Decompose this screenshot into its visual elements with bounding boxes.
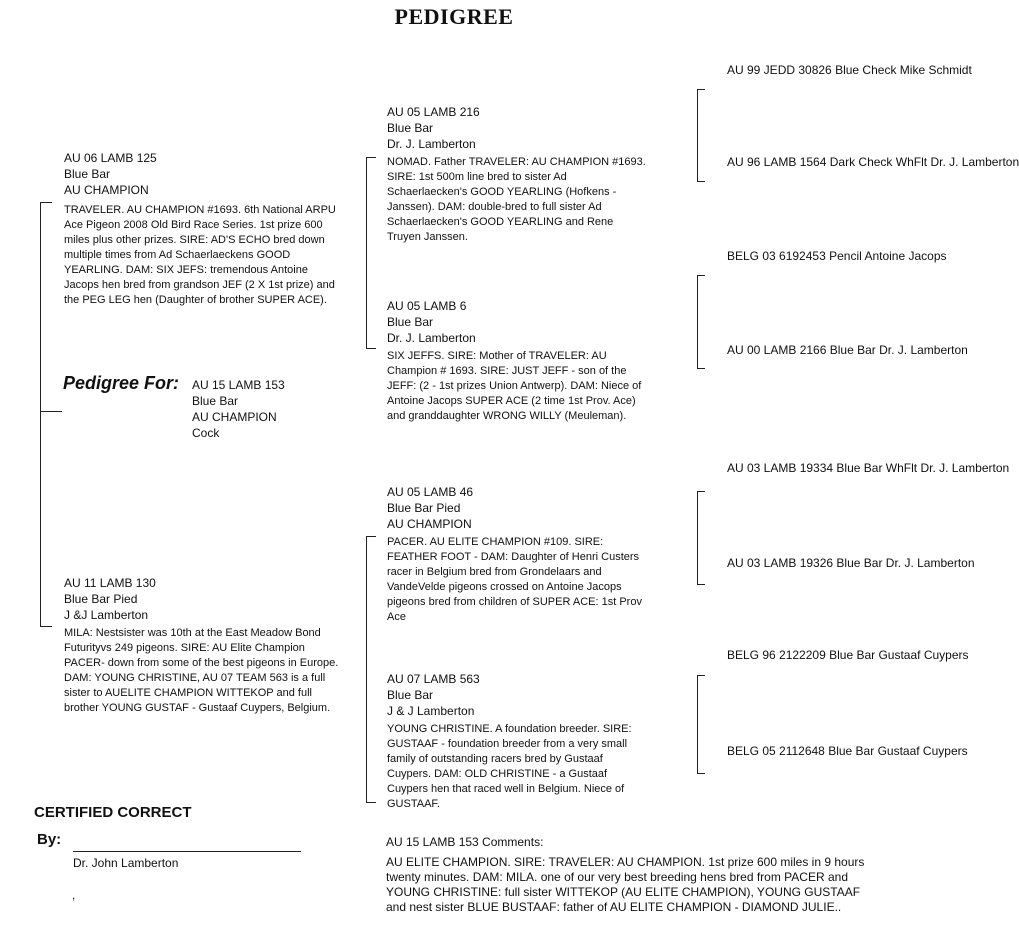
grandparent-band: AU 07 LAMB 563 (387, 672, 480, 686)
bracket-line (697, 773, 705, 774)
grandparent-description: SIX JEFFS. SIRE: Mother of TRAVELER: AU Champion # 1693. SIRE: JUST JEFF - son of the JEFF: (2 - 1st prizes Union Antwerp). DAM: Niece of Antoine Jacops SUPER ACE (2 time 1st Prov. Ace) and granddaughter WRONG WILLY (Meuleman). (387, 350, 642, 422)
subject-color: Blue Bar (192, 394, 239, 408)
bracket-line (697, 275, 705, 276)
great-grandparent-entry (727, 646, 969, 665)
great-grandparent-entry (727, 459, 1009, 478)
great-grandparent-color: Blue Bar (836, 556, 883, 570)
great-grandparent-band: AU 96 LAMB 1564 (727, 155, 827, 169)
grandparent-band: AU 05 LAMB 46 (387, 485, 474, 499)
comments-label: AU 15 LAMB 153 Comments: (386, 835, 544, 849)
bracket-line (697, 275, 698, 368)
bracket-line (697, 584, 705, 585)
grandparent-color: Blue Bar (387, 315, 434, 329)
great-grandparent-color: Pencil (829, 249, 862, 263)
grandparent-entry (387, 298, 476, 346)
great-grandparent-band: BELG 05 2112648 (727, 744, 825, 758)
great-grandparent-breeder: Mike Schmidt (899, 63, 972, 77)
bracket-line (40, 202, 41, 626)
great-grandparent-entry (727, 554, 975, 573)
sire-title: AU CHAMPION (64, 183, 149, 197)
great-grandparent-band: BELG 03 6192453 (727, 249, 826, 263)
signer-name: Dr. John Lamberton (73, 856, 179, 870)
dam-color: Blue Bar Pied (64, 592, 138, 606)
great-grandparent-entry (727, 247, 947, 266)
great-grandparent-breeder: Dr. J. Lamberton (920, 461, 1010, 475)
sire-entry (64, 150, 157, 198)
grandparent-band: AU 05 LAMB 216 (387, 105, 480, 119)
bracket-line (366, 536, 367, 802)
bracket-line (697, 89, 705, 90)
bracket-line (697, 181, 705, 182)
grandparent-entry (387, 671, 480, 719)
bracket-line (40, 626, 52, 627)
subject-entry (192, 377, 285, 441)
subject-title: AU CHAMPION (192, 410, 277, 424)
bracket-line (366, 348, 376, 349)
sire-band: AU 06 LAMB 125 (64, 151, 157, 165)
grandparent-color: Blue Bar Pied (387, 501, 461, 515)
signature-line (73, 851, 301, 852)
great-grandparent-entry (727, 341, 968, 360)
grandparent-entry (387, 104, 480, 152)
great-grandparent-breeder: Gustaaf Cuypers (878, 648, 969, 662)
great-grandparent-breeder: Dr. J. Lamberton (885, 556, 975, 570)
great-grandparent-color: Blue Check (835, 63, 897, 77)
grandparent-description: YOUNG CHRISTINE. A foundation breeder. SIRE: GUSTAAF - foundation breeder from a very small family of outstanding racers bred by Gustaaf Cuypers. DAM: OLD CHRISTINE - a Gustaaf Cuypers hen that raced well in Belgium. Niece of GUSTAAF. (387, 723, 632, 810)
great-grandparent-band: BELG 96 2122209 (727, 648, 826, 662)
bracket-line (40, 411, 62, 412)
great-grandparent-band: AU 03 LAMB 19334 (727, 461, 834, 475)
dam-breeder: J &J Lamberton (64, 608, 149, 622)
bracket-line (366, 536, 376, 537)
great-grandparent-color: Blue Bar (828, 744, 875, 758)
great-grandparent-color: Blue Bar (829, 343, 876, 357)
grandparent-band: AU 05 LAMB 6 (387, 299, 467, 313)
grandparent-breeder: AU CHAMPION (387, 517, 472, 531)
sire-description: TRAVELER. AU CHAMPION #1693. 6th National ARPU Ace Pigeon 2008 Old Bird Race Series. 1st prize 600 miles plus other prizes. SIRE: AD'S ECHO bred down multiple times from Ad Schaerlaeckens GOOD YEARLING. DAM: SIX JEFS: tremendous Antoine Jacops hen bred from grandson JEF (2 X 1st prize) and the PEG LEG hen (Daughter of brother SUPER ACE). (64, 204, 336, 306)
bracket-line (366, 157, 376, 158)
subject-band: AU 15 LAMB 153 (192, 378, 285, 392)
great-grandparent-breeder: Dr. J. Lamberton (930, 155, 1019, 169)
comments-text: AU ELITE CHAMPION. SIRE: TRAVELER: AU CHAMPION. 1st prize 600 miles in 9 hours twenty minutes. DAM: MILA. one of our very best breeding hens bred from PACER and YOUNG CHRISTINE: full sister WITTEKOP (AU ELITE CHAMPION), YOUNG GUSTAAF and nest sister BLUE BUSTAAF: father of AU ELITE CHAMPION - DIAMOND JULIE.. (386, 855, 865, 914)
by-label: By: (37, 831, 62, 848)
great-grandparent-color: Blue Bar WhFlt (836, 461, 918, 475)
sire-color: Blue Bar (64, 167, 111, 181)
great-grandparent-entry (727, 61, 972, 80)
great-grandparent-entry (727, 153, 1019, 172)
great-grandparent-color: Dark Check WhFlt (829, 155, 928, 169)
great-grandparent-breeder: Dr. J. Lamberton (879, 343, 968, 357)
grandparent-description: NOMAD. Father TRAVELER: AU CHAMPION #1693. SIRE: 1st 500m line bred to sister Ad Schaerlaecken's GOOD YEARLING (Hofkens - Janssen). DAM: double-bred to full sister Ad Schaerlaecken's GOOD YEARLING and Rene Truyen Janssen. (387, 156, 646, 243)
pedigree-for-label: Pedigree For: (63, 373, 180, 393)
bracket-line (697, 491, 705, 492)
bracket-line (697, 675, 705, 676)
bracket-line (40, 202, 52, 203)
grandparent-breeder: J & J Lamberton (387, 704, 475, 718)
grandparent-description: PACER. AU ELITE CHAMPION #109. SIRE: FEATHER FOOT - DAM: Daughter of Henri Custers racer in Belgium bred from Grondelaars and VandeVelde pigeons crossed on Antoine Jacops pigeons bred from children of SUPER ACE: 1st Prov Ace (387, 536, 642, 623)
great-grandparent-breeder: Gustaaf Cuypers (877, 744, 968, 758)
subject-sex: Cock (192, 426, 220, 440)
great-grandparent-entry (727, 742, 968, 761)
bracket-line (366, 802, 376, 803)
bracket-line (697, 89, 698, 181)
grandparent-entry (387, 484, 473, 532)
grandparent-breeder: Dr. J. Lamberton (387, 137, 476, 151)
great-grandparent-breeder: Antoine Jacops (864, 249, 947, 263)
bracket-line (697, 491, 698, 584)
bracket-line (366, 157, 367, 348)
grandparent-breeder: Dr. J. Lamberton (387, 331, 476, 345)
bracket-line (697, 368, 705, 369)
grandparent-color: Blue Bar (387, 121, 434, 135)
great-grandparent-band: AU 00 LAMB 2166 (727, 343, 827, 357)
page-title: PEDIGREE (394, 4, 514, 29)
dam-entry (64, 575, 156, 623)
great-grandparent-color: Blue Bar (829, 648, 876, 662)
great-grandparent-band: AU 03 LAMB 19326 (727, 556, 834, 570)
dam-band: AU 11 LAMB 130 (64, 576, 156, 590)
signer-mark: , (72, 888, 76, 902)
certified-title: CERTIFIED CORRECT (34, 804, 192, 821)
grandparent-color: Blue Bar (387, 688, 434, 702)
great-grandparent-band: AU 99 JEDD 30826 (727, 63, 832, 77)
dam-description: MILA: Nestsister was 10th at the East Meadow Bond Futurityvs 249 pigeons. SIRE: AU Elite Champion PACER- down from some of the best pigeons in Europe. DAM: YOUNG CHRISTINE, AU 07 TEAM 563 is a full sister to AUELITE CHAMPION WITTEKOP and full brother YOUNG GUSTAF - Gustaaf Cuypers, Belgium. (64, 627, 339, 714)
bracket-line (697, 675, 698, 773)
